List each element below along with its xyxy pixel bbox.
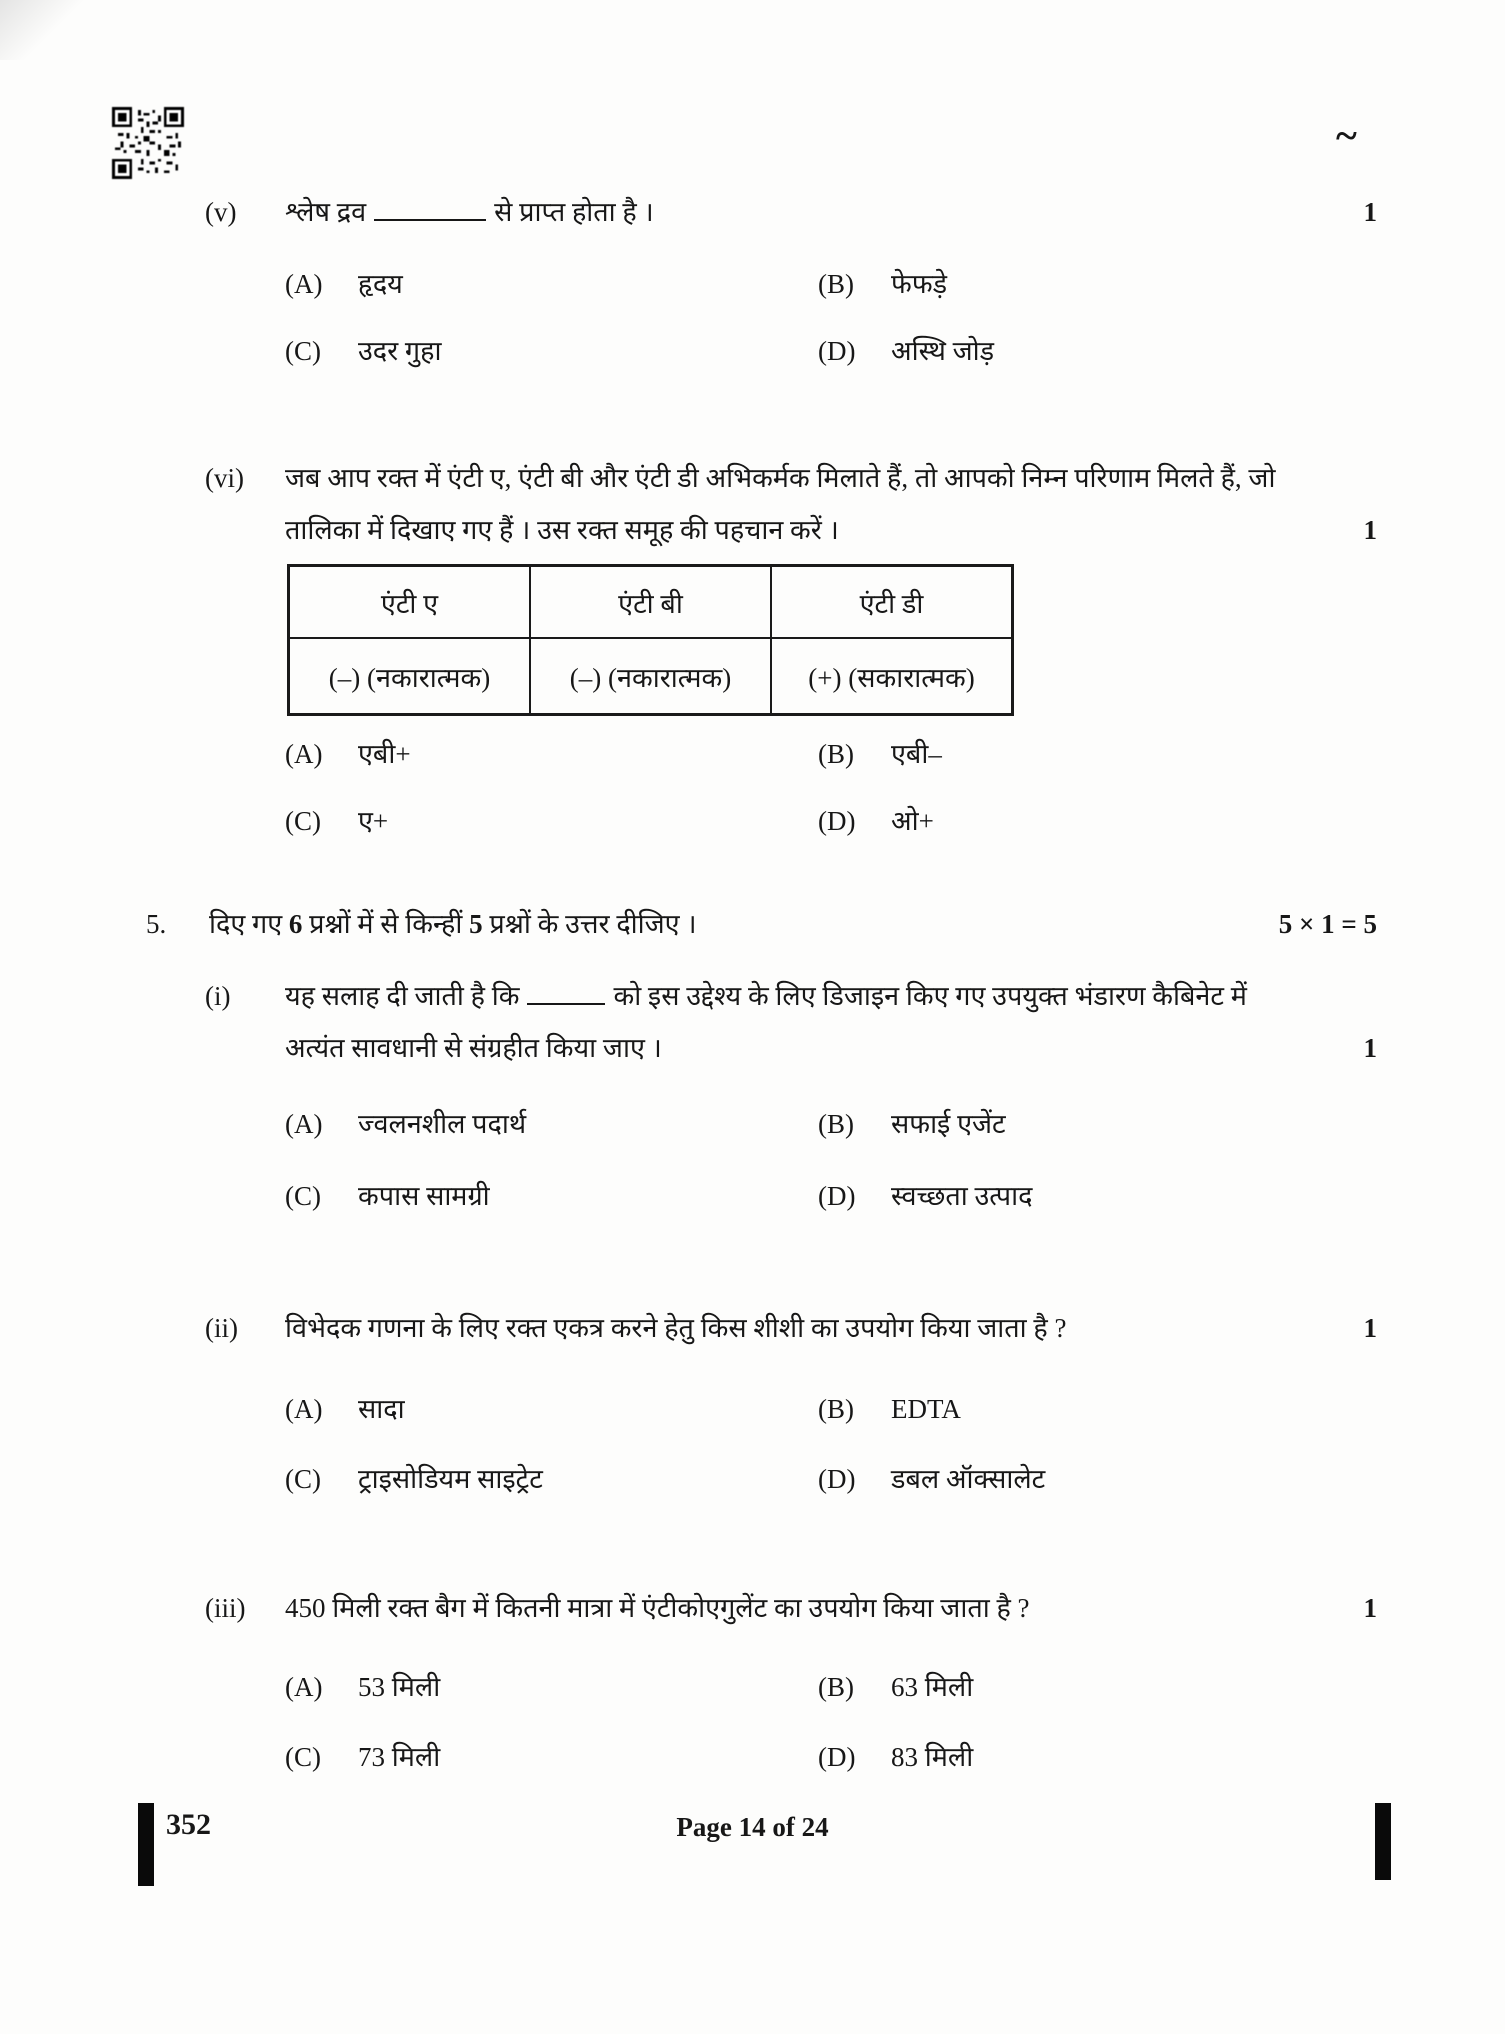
option-c-text: कपास सामग्री: [358, 1181, 490, 1211]
option-b-text: फेफड़े: [891, 269, 948, 299]
question-v: [0, 186, 1505, 375]
option-b: [818, 1385, 961, 1433]
option-d-label: (D): [818, 806, 856, 836]
question-v-number: (v): [205, 197, 237, 227]
booklet-code: 352: [166, 1808, 211, 1841]
question-5-i-marks: 1: [1363, 1033, 1377, 1063]
question-v-marks: 1: [1363, 197, 1377, 227]
option-b-label: (B): [818, 739, 854, 769]
option-a-label: (A): [285, 1672, 323, 1702]
option-a-text: 53 मिली: [358, 1672, 441, 1702]
fill-in-blank-line: [374, 197, 486, 221]
question-5-iii: [0, 1582, 1505, 1781]
question-vi-marks: 1: [1363, 515, 1377, 545]
question-5-iii-text: 450 मिली रक्त बैग में कितनी मात्रा में एंटीकोएगुलेंट का उपयोग किया जाता है ?: [285, 1593, 1030, 1623]
table-header-anti-d: एंटी डी: [771, 566, 1013, 639]
fill-in-blank-line: [527, 981, 605, 1005]
option-a-label: (A): [285, 1394, 323, 1424]
table-header-row: [289, 566, 1013, 639]
option-b: [818, 260, 947, 308]
option-c: [285, 1733, 818, 1781]
question-5-marks: 5 × 1 = 5: [1278, 909, 1377, 939]
option-d: [818, 797, 934, 845]
option-c: [285, 1455, 818, 1503]
option-a: [285, 1385, 818, 1433]
option-a-label: (A): [285, 739, 323, 769]
option-d: [818, 1455, 1045, 1503]
option-b-label: (B): [818, 1109, 854, 1139]
option-a: [285, 1100, 818, 1148]
option-d-label: (D): [818, 1742, 856, 1772]
option-b-text: सफाई एजेंट: [891, 1109, 1006, 1139]
qr-code-icon: [112, 104, 184, 182]
option-b-text: एबी–: [891, 739, 942, 769]
option-c-text: ए+: [358, 806, 389, 836]
table-cell-anti-d: (+) (सकारात्मक): [771, 638, 1013, 715]
option-d-text: स्वच्छता उत्पाद: [891, 1181, 1033, 1211]
option-b: [818, 730, 942, 778]
question-5-heading: [0, 898, 1505, 950]
option-a: [285, 260, 818, 308]
question-5-number: 5.: [146, 909, 167, 939]
option-c-label: (C): [285, 1742, 321, 1772]
table-cell-anti-b: (–) (नकारात्मक): [530, 638, 771, 715]
option-d-label: (D): [818, 1181, 856, 1211]
table-cell-anti-a: (–) (नकारात्मक): [289, 638, 531, 715]
question-5-i-number: (i): [205, 981, 231, 1011]
option-c-text: ट्राइसोडियम साइट्रेट: [358, 1464, 543, 1494]
option-d-label: (D): [818, 336, 856, 366]
option-b-text: EDTA: [891, 1394, 961, 1424]
option-d: [818, 327, 994, 375]
table-header-anti-b: एंटी बी: [530, 566, 771, 639]
option-a: [285, 1663, 818, 1711]
option-c: [285, 327, 818, 375]
option-c-text: 73 मिली: [358, 1742, 441, 1772]
question-5-iii-number: (iii): [205, 1593, 246, 1623]
option-c-label: (C): [285, 1181, 321, 1211]
option-d-text: डबल ऑक्सालेट: [891, 1464, 1046, 1494]
question-vi-number: (vi): [205, 463, 244, 493]
option-b: [818, 1100, 1006, 1148]
option-b-text: 63 मिली: [891, 1672, 974, 1702]
option-b: [818, 1663, 973, 1711]
question-5-iii-marks: 1: [1363, 1593, 1377, 1623]
option-c-text: उदर गुहा: [358, 336, 442, 366]
option-b-label: (B): [818, 1394, 854, 1424]
page-number: Page 14 of 24: [676, 1812, 829, 1842]
scan-corner-artifact: [0, 0, 95, 60]
option-c-label: (C): [285, 336, 321, 366]
option-d-text: अस्थि जोड़: [891, 336, 995, 366]
question-5-ii-text: विभेदक गणना के लिए रक्त एकत्र करने हेतु किस शीशी का उपयोग किया जाता है ?: [285, 1313, 1067, 1343]
option-a-text: सादा: [358, 1394, 405, 1424]
question-v-text: श्लेष द्रव से प्राप्त होता है ।: [285, 197, 654, 227]
question-5-ii-number: (ii): [205, 1313, 238, 1343]
blood-group-results-table: [287, 564, 1014, 716]
option-a-text: हृदय: [358, 269, 403, 299]
question-5-instruction: दिए गए 6 प्रश्नों में से किन्हीं 5 प्रश्नों के उत्तर दीजिए ।: [209, 909, 697, 939]
question-5-i: [0, 970, 1505, 1220]
option-a-label: (A): [285, 1109, 323, 1139]
option-d-text: ओ+: [891, 806, 934, 836]
table-data-row: [289, 638, 1013, 715]
option-a: [285, 730, 818, 778]
option-a-text: एबी+: [358, 739, 411, 769]
option-c-label: (C): [285, 806, 321, 836]
option-a-label: (A): [285, 269, 323, 299]
option-c-label: (C): [285, 1464, 321, 1494]
option-b-label: (B): [818, 269, 854, 299]
option-c: [285, 1172, 818, 1220]
question-vi: [0, 452, 1505, 845]
option-c: [285, 797, 818, 845]
option-a-text: ज्वलनशील पदार्थ: [358, 1109, 527, 1139]
option-d: [818, 1172, 1032, 1220]
question-5-ii-marks: 1: [1363, 1313, 1377, 1343]
table-header-anti-a: एंटी ए: [289, 566, 531, 639]
footer-bar-right: [1375, 1803, 1391, 1880]
option-d-label: (D): [818, 1464, 856, 1494]
tilde-mark: ~: [1336, 113, 1357, 158]
option-b-label: (B): [818, 1672, 854, 1702]
option-d-text: 83 मिली: [891, 1742, 974, 1772]
option-d: [818, 1733, 973, 1781]
question-vi-text: जब आप रक्त में एंटी ए, एंटी बी और एंटी डी अभिकर्मक मिलाते हैं, तो आपको निम्न परिणाम मिलते हैं, जो तालिका में दिखाए गए हैं । उस रक्त समूह की पहचान करें ।: [285, 463, 1276, 545]
question-5-ii: [0, 1302, 1505, 1503]
question-5-i-text: यह सलाह दी जाती है कि को इस उद्देश्य के लिए डिजाइन किए गए उपयुक्त भंडारण कैबिनेट में अत्यंत सावधानी से संग्रहीत किया जाए ।: [285, 981, 1247, 1063]
